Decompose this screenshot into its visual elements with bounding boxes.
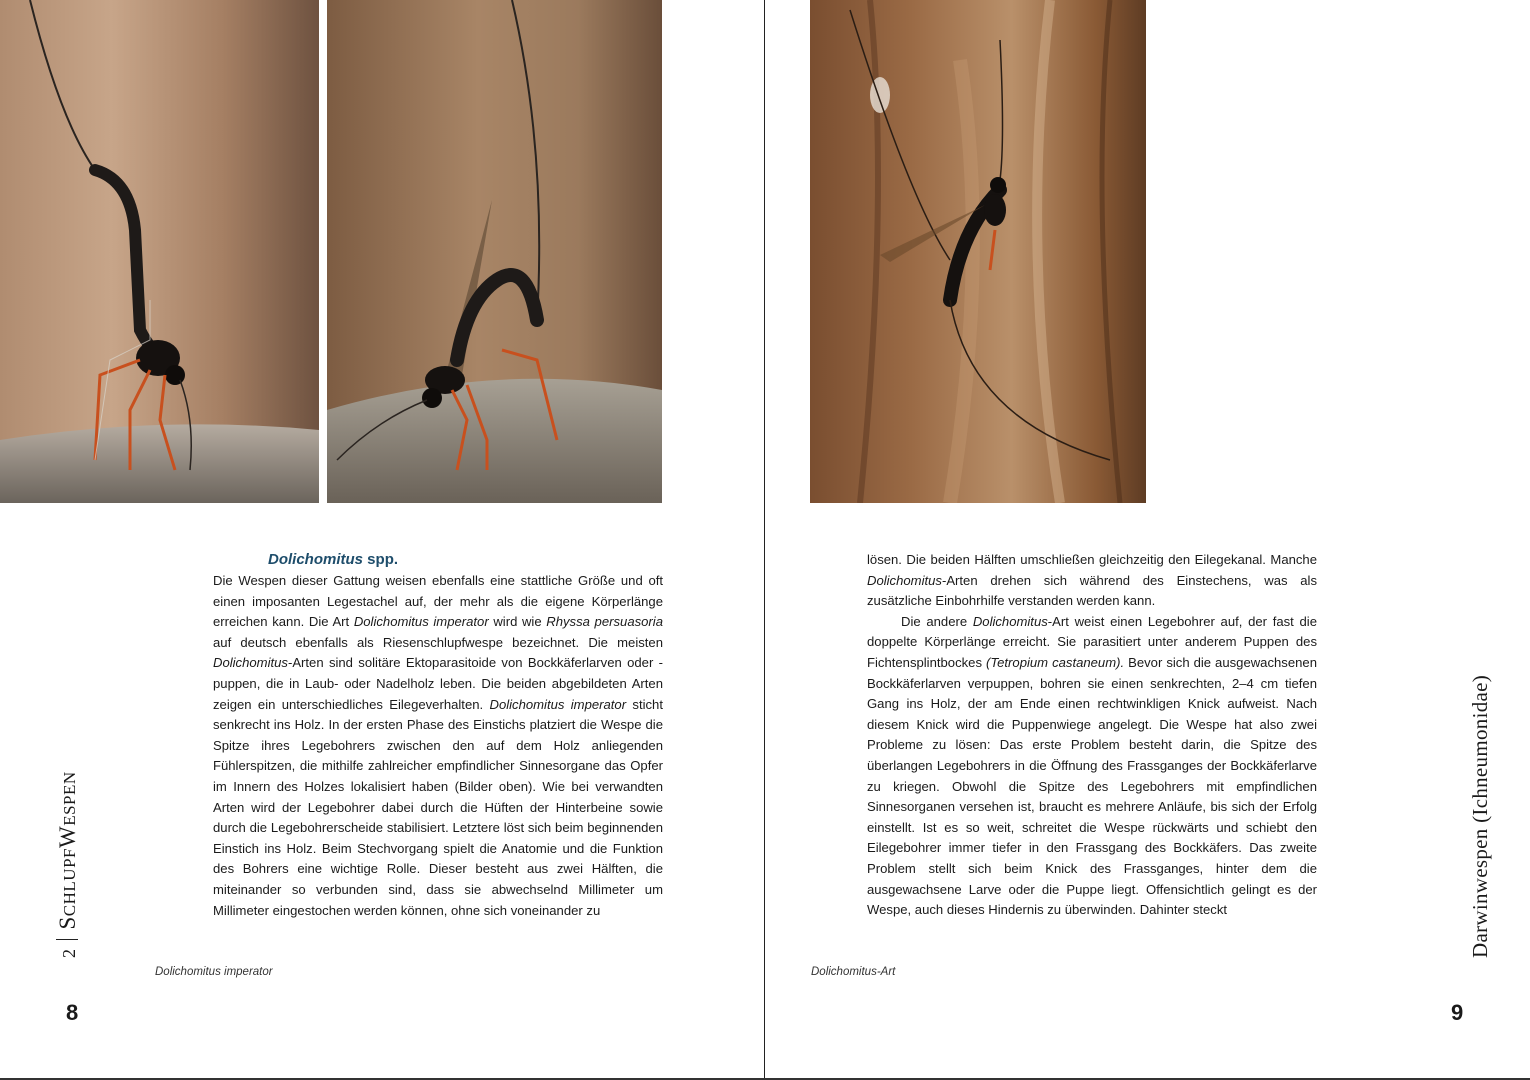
left-photo-caption: Dolichomitus imperator <box>155 966 273 978</box>
right-body-text: lösen. Die beiden Hälften umschließen gleichzeitig den Eilegekanal. Manche Dolichomitus-Arten drehen sich während des Einstechens, was als zusätzliche Einbohrhilfe verstanden werden kann. Die andere Dolichomitus-Art weist einen Legebohrer auf, der fast die doppelte Körperlänge erreicht. Sie parasitiert unter anderem Puppen des Fichtensplintbockes (Tetropium castaneum). Bevor sich die ausgewachsenen Bockkäferlarven verpuppen, bohren sie einen senkrechten, 2–4 cm tiefen Gang ins Holz, der am Ende einen rechtwinkligen Knick aufweist. Nach diesem Knick wird die Puppenwiege angelegt. Die Wespe hat also zwei Probleme zu lösen: Das erste Problem besteht darin, die Spitze des überlangen Legebohrers in die Öffnung des Frassganges der Bockkäferlarve zu kriegen. Obwohl die Spitze des Legebohrers mit empfindlichen Sinnesorganen versehen ist, braucht es mehrere Anläufe, bis sich der Erfolg einstellt. Ist es so weit, schreitet die Wespe rückwärts und schiebt den Eilegebohrer immer tiefer in den Frassgang des Bockkäfers. Das zweite Problem stellt sich beim Knick des Frassganges, hinter dem die ausgewachsene Larve oder die Puppe liegt. Offensichtlich gelingt es der Wespe, auch dieses Hindernis zu überwinden. Dahinter steckt <box>867 552 1317 918</box>
left-running-head: 2SCHLUPFWESPEN <box>55 771 80 958</box>
left-body-text: Die Wespen dieser Gattung weisen ebenfalls eine stattliche Größe und oft einen imposanten Legestachel auf, der mehr als die eigene Körperlänge erreichen kann. Die Art Dolichomitus imperator wird wie Rhyssa persuasoria auf deutsch ebenfalls als Riesenschlupfwespe bezeichnet. Die meisten Dolichomitus-Arten sind solitäre Ektoparasitoide von Bockkäferlarven oder -puppen, die in Laub- oder Nadelholz leben. Die beiden abgebildeten Arten zeigen ein unterschiedliches Eilegeverhalten. Dolichomitus imperator sticht senkrecht ins Holz. In der ersten Phase des Einstichs platziert die Wespe die Spitze ihres Legebohrers zwischen den auf dem Holz anliegenden Fühlerspitzen, die mithilfe zahlreicher empfindlicher Sinnesorgane das Opfer im Innern des Holzes lokalisiert haben (Bilder oben). Wie bei verwandten Arten wird der Legebohrer dabei durch die Hüften der Hinterbeine sowie durch die Legebohrerscheide stabilisiert. Letztere löst sich beim beginnenden Einstich ins Holz. Beim Stechvorgang spielt die Anatomie und die Funktion des Bohrers eine wichtige Rolle. Dieser besteht aus zwei Hälften, die miteinander so verbunden sind, dass sie abwechselnd Millimeter um Millimeter eingestochen werden können, ohne sich voneinander zu <box>213 573 663 918</box>
photo-wasp-on-bark <box>810 0 1146 503</box>
right-page <box>765 0 1530 1080</box>
right-photo-caption: Dolichomitus-Art <box>811 966 896 978</box>
section-heading: Dolichomitus spp. <box>268 551 399 568</box>
page-number-left: 8 <box>66 1000 80 1025</box>
right-running-head: Darwinwespen (Ichneumonidae) <box>1468 674 1492 958</box>
photo-wasp-drilling-front <box>0 0 319 503</box>
page-number-right: 9 <box>1451 1000 1465 1025</box>
running-head-divider <box>56 940 78 941</box>
left-page <box>0 0 764 1080</box>
photo-wasp-drilling-side <box>327 0 662 503</box>
